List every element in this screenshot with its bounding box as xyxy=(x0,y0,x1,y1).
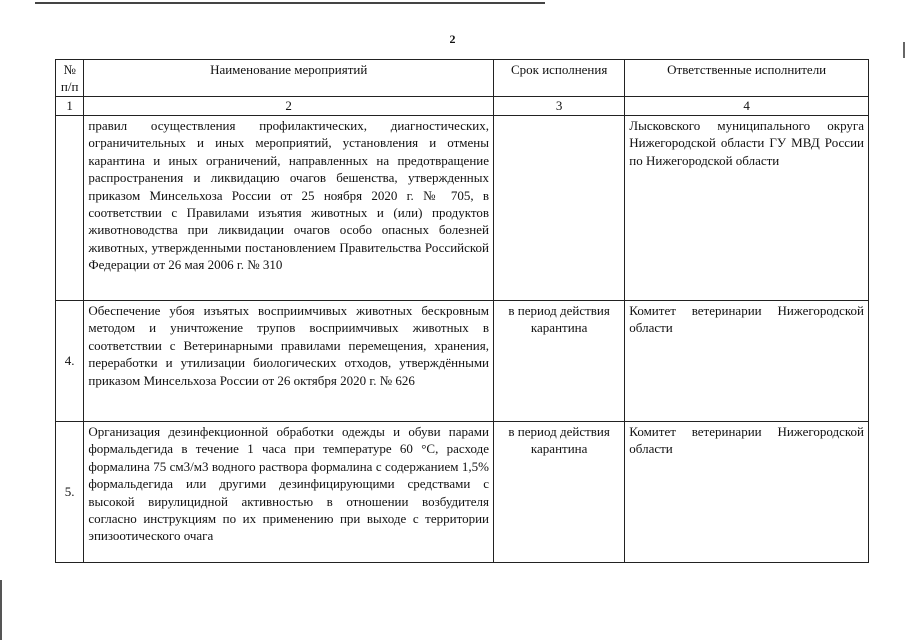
measure-name: Организация дезинфекционной обработки одежды и обуви парами формальдегида в течение 1 часа при температуре 60 °С, расходе формалина 75 см3/м3 водного раствора формалина с содержанием 1,5% формальдегида или другими дезинфицирующими средствами с высокой вирулицидной активностью в отношении возбудителя согласно инструкциям по их применению при выходе с территории эпизоотического очага xyxy=(84,422,494,563)
row-number xyxy=(56,116,84,301)
column-index: 1 xyxy=(56,97,84,116)
measure-term: в период действия карантина xyxy=(494,301,625,422)
measure-name: правил осуществления профилактических, диагностических, ограничительных и иных мероприятий, установления и отмены карантина и иных ограничений, направленных на предотвращение распространения и ликвидацию очагов бешенства, утвержденных приказом Минсельхоза России от 25 ноября 2020 г. № 705, в соответствии с Правилами изъятия животных и (или) продуктов животноводства при ликвидации очагов особо опасных болезней животных, утвержденными постановлением Правительства Российской Федерации от 26 мая 2006 г. № 310 xyxy=(84,116,494,301)
table-row xyxy=(56,422,869,563)
measure-name: Обеспечение убоя изъятых восприимчивых животных бескровным методом и уничтожение трупов восприимчивых животных в соответствии с Ветеринарными правилами перемещения, хранения, переработки и утилизации биологических отходов, утверждёнными приказом Минсельхоза России от 26 октября 2020 г. № 626 xyxy=(84,301,494,422)
column-index: 4 xyxy=(625,97,869,116)
header-responsible: Ответственные исполнители xyxy=(625,60,869,97)
measures-table xyxy=(55,59,869,563)
table-row xyxy=(56,301,869,422)
table-row xyxy=(56,116,869,301)
header-term: Срок исполнения xyxy=(494,60,625,97)
column-index: 3 xyxy=(494,97,625,116)
column-index-row xyxy=(56,97,869,116)
measure-term: в период действия карантина xyxy=(494,422,625,563)
measure-term xyxy=(494,116,625,301)
measure-responsible: Лысковского муниципального округа Нижегородской области ГУ МВД России по Нижегородской области xyxy=(625,116,869,301)
table-header-row xyxy=(56,60,869,97)
row-number: 5. xyxy=(56,422,84,563)
page-number: 2 xyxy=(449,32,456,46)
row-number: 4. xyxy=(56,301,84,422)
measure-responsible: Комитет ветеринарии Нижегородской области xyxy=(625,422,869,563)
scan-artifact-left-line xyxy=(0,580,2,640)
header-name: Наименование мероприятий xyxy=(84,60,494,97)
scan-artifact-top-line xyxy=(35,2,545,4)
column-index: 2 xyxy=(84,97,494,116)
header-num: № п/п xyxy=(56,60,84,97)
measure-responsible: Комитет ветеринарии Нижегородской области xyxy=(625,301,869,422)
